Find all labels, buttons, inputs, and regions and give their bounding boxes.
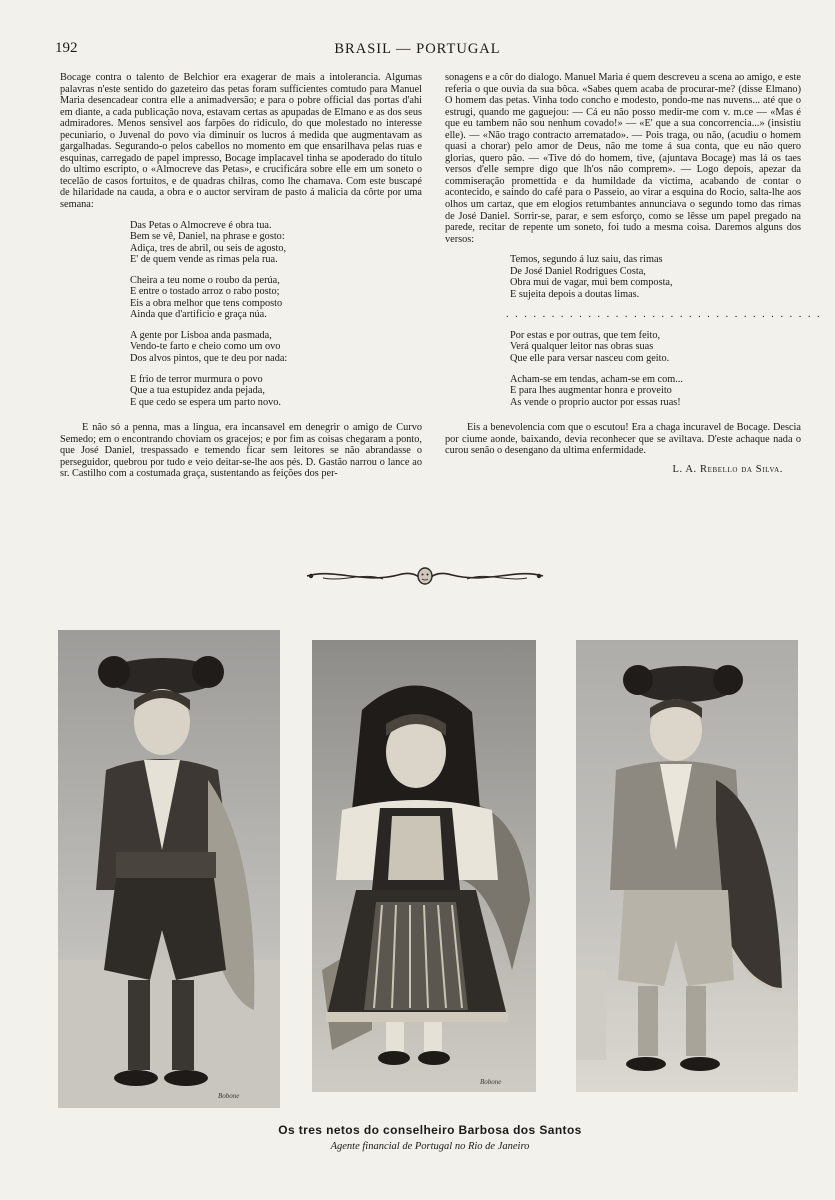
photo-boy-toureiro-left [58,630,280,1108]
verse: Eis a obra melhor que tens composto [130,297,283,309]
verse: Dos alvos pintos, que te deu por nada: [130,353,288,365]
sonnet-stanza-3 [510,330,801,365]
journal-title: BRASIL — PORTUGAL [334,41,501,57]
verse: Temos, segundo á luz saiu, das rimas [510,254,663,266]
verse: Ainda que d'artificio e graça núa. [130,309,267,321]
verse: De José Daniel Rodrigues Costa, [510,265,646,277]
verse: E para lhes augmentar honra e proveito [510,385,672,397]
figure-subcaption: Agente financial de Portugal no Rio de Janeiro [330,1141,530,1152]
verse: A gente por Lisboa anda pasmada, [130,329,272,341]
ornament-icon [303,566,547,586]
ellipsis-line: . . . . . . . . . . . . . . . . . . . . . . . . . . . . . . . . . . . [506,309,822,321]
verse: Vendo-te farto e cheio como um ovo [130,341,281,353]
sonnet-stanza-1 [130,220,422,266]
right-paragraph-1: sonagens e a côr do dialogo. Manuel Maria é quem descreveu a scena ao amigo, e este referia o que ouvia da sua bôca. «Sabes quem acaba de procurar-me? (disse Elmano) O homem das petas. Vinha todo concho e modesto, pondo-me nas nuvens... até que o estrugi, quando me gaguejou: — Cá eu não posso medir-me com v. m.ce — «Mas é que eu tambem não sou nenhum covado!» — «E' que a sua concorrencia...» (insistiu elle). — «Não trago contracto arrematado». — Pois traga, ou não, (acudiu o homem quasi a chorar) pelo amor de Deus, não me tome á sua conta, que eu não quero glorias, quero pão. — «Tive dó do homem, tive, (ajuntava Bocage) mas lá os taes versos d'elle sempre digo que lh'os não comprem». — Logo depois, apezar da commiseração promettida e da humildade da victima, acabando de contar o acontecido, e saindo do café para o Passeio, ao virar a esquina do Rocio, salta-lhe aos olhos um cartaz, que em elogios retumbantes annunciava o segundo tomo das rimas de José Daniel. Sorrir-se, parar, e sem esforço, como se lêsse um papel pregado na parede, recitar de repente um soneto, foi tudo a mesma coisa. Daremos alguns dos versos: [445,72,801,245]
verse: Por estas e por outras, que tem feito, [510,329,661,341]
page-number: 192 [55,40,78,56]
photo-credit: Bobone [218,1092,240,1100]
photo-girl-minhota-center [312,640,536,1092]
verse: Das Petas o Almocreve é obra tua. [130,219,272,231]
left-paragraph-1: Bocage contra o talento de Belchior era exagerar de mais a intolerancia. Algumas palavras n'este sentido do gazeteiro das petas foram sufficientes comtudo para Manuel Maria desencadear contra elle a animadversão; e para o pobre official das portas d'ahi em diante, a cada publicação nova, estavam certas as apupadas de Elmano e as dos seus admiradores. Menos sensivel aos farpões do ridiculo, do que molestado no interesse pecuniario, o Juvenal do povo via diminuir os lucros á medida que augmentavam as gargalhadas. Segurando-o pelos cabellos no momento em que ensarilhava pelas ruas e esquinas, carregado de papel impresso, Bocage implacavel tinha se apoderado do titulo do ultimo escripto, o «Almocreve das Petas», e crucificára sobre elle em um soneto o tecelão de casos fortuitos, e de quadras chilras, como lhe chamava. Com este buscapé de hilaridade na cauda, a obra e o auctor serviram de pasto á malicia da côrte por uma semana: [60,72,422,211]
verse: E' de quem vende as rimas pela rua. [130,254,278,266]
verse: Bem se vê, Daniel, na phrase e gosto: [130,231,285,243]
figure-caption: Os tres netos do conselheiro Barbosa dos Santos [278,1123,582,1137]
right-paragraph-2: Eis a benevolencia com que o escutou! Era a chaga incuravel de Bocage. Descia por ciume aonde, baixando, devia reconhecer que se aviltava. D'este achaque nada o curou senão o desengano da ultima enfermidade. [445,422,801,457]
verse: E sujeita depois a doutas limas. [510,288,640,300]
left-paragraph-2: E não só a penna, mas a lingua, era incansavel em denegrir o amigo de Curvo Semedo; em o encontrando choviam os gracejos; e por fim as coisas chegaram a ponto, que José Daniel, trespassado e temendo ficar sem leitores se não abrandasse o perseguidor, quebrou por tudo e veio deitar-se-lhe aos pés. D. Gastão narrou o lance ao sr. Castilho com a costumada graça, sustentando as feições dos per- [60,422,422,480]
verse: E entre o tostado arroz o rabo posto; [130,286,280,298]
verse: Que a tua estupidez anda pejada, [130,385,265,397]
photo-credit: Bobone [480,1078,502,1086]
signature-text: L. A. Rebello da Silva. [672,463,783,475]
sonnet-stanza-4 [510,374,801,409]
verse: Verá qualquer leitor nas obras suas [510,341,654,353]
verse: Que elle para versar nasceu com geito. [510,353,670,365]
verse: As vende o proprio auctor por essas ruas! [510,396,681,408]
right-sonnet [445,254,822,408]
page-header [0,40,835,62]
verse: Obra mui de vagar, mui bem composta, [510,277,673,289]
sonnet-stanza-4 [130,374,422,409]
verse: Cheira a teu nome o roubo da perúa, [130,274,280,286]
right-column [445,72,822,475]
sonnet-stanza-3 [130,330,422,365]
verse: Adiça, tres de abril, ou seis de agosto, [130,242,287,254]
author-signature [445,464,801,476]
left-sonnet [60,220,422,409]
sonnet-stanza-1 [510,254,801,300]
verse: E frio de terror murmura o povo [130,373,263,385]
sonnet-stanza-2 [130,275,422,321]
verse: Acham-se em tendas, acham-se em com... [510,373,683,385]
decorative-divider [303,566,547,586]
left-column [60,72,422,480]
photo-boy-toureiro-right [576,640,798,1092]
verse: E que cedo se espera um parto novo. [130,396,281,408]
